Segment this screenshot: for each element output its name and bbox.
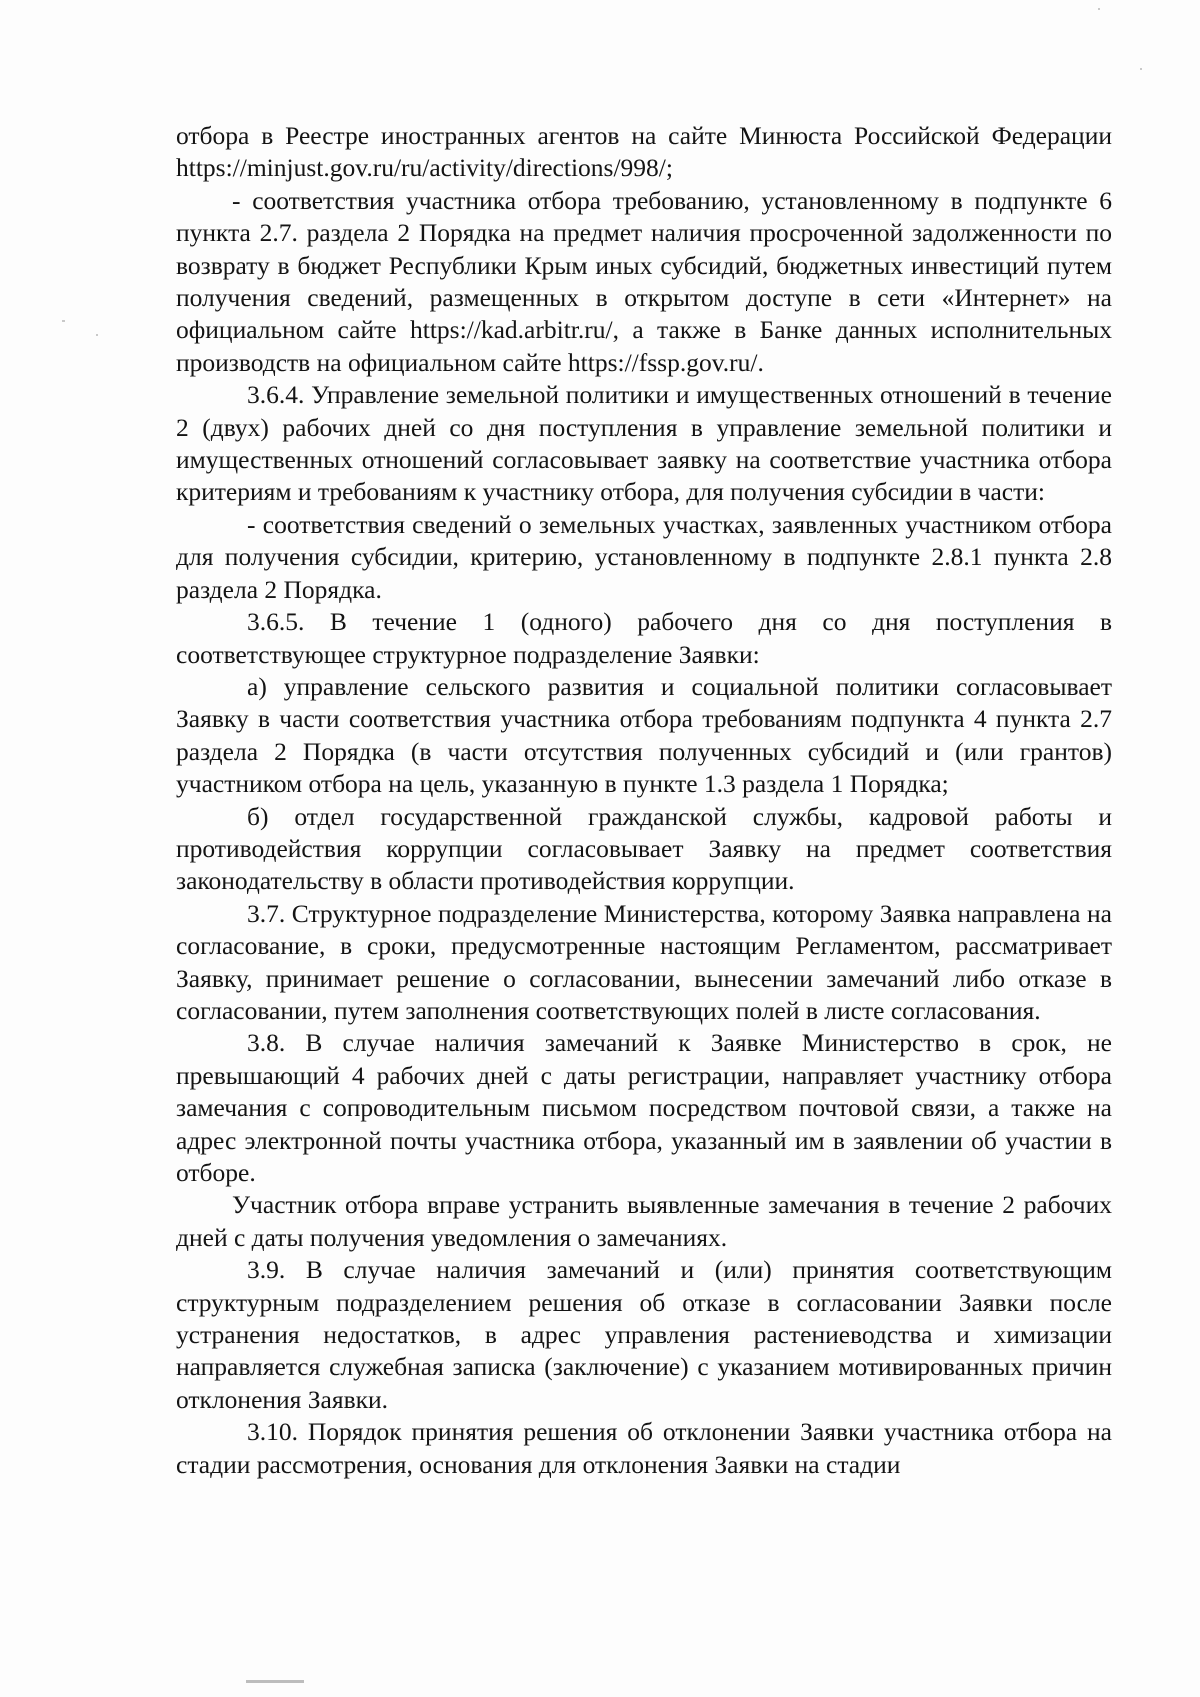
paragraph-3-7: 3.7. Структурное подразделение Министерства, которому Заявка направлена на согласование, в сроки, предусмотренные настоящим Регламентом, рассматривает Заявку, принимает решение о согласовании, вынесении замечаний либо отказе в согласовании, путем заполнения соответствующих полей в листе согласования. bbox=[176, 898, 1112, 1025]
scan-speck bbox=[96, 334, 98, 336]
scan-speck bbox=[1140, 68, 1142, 70]
document-body bbox=[176, 120, 1112, 1481]
paragraph-participant-right: Участник отбора вправе устранить выявленные замечания в течение 2 рабочих дней с даты получения уведомления о замечаниях. bbox=[176, 1190, 1112, 1252]
paragraph-foreign-agents-check: отбора в Реестре иностранных агентов на сайте Минюста Российской Федерации https://minjust.gov.ru/ru/activity/directions/998/; bbox=[176, 121, 1112, 183]
paragraph-3-6-5: 3.6.5. В течение 1 (одного) рабочего дня со дня поступления в соответствующее структурное подразделение Заявки: bbox=[176, 607, 1112, 669]
scan-speck bbox=[1098, 8, 1100, 10]
paragraph-item-a: а) управление сельского развития и социальной политики согласовывает Заявку в части соответствия участника отбора требованиям подпункта 4 пункта 2.7 раздела 2 Порядка (в части отсутствия полученных субсидий и (или грантов) участником отбора на цель, указанную в пункте 1.3 раздела 1 Порядка; bbox=[176, 671, 1112, 799]
paragraph-3-10: 3.10. Порядок принятия решения об отклонении Заявки участника отбора на стадии рассмотрения, основания для отклонения Заявки на стадии bbox=[176, 1417, 1112, 1479]
scan-speck bbox=[62, 320, 65, 322]
scan-footer-mark bbox=[246, 1680, 304, 1683]
paragraph-land-info-check: - соответствия сведений о земельных участках, заявленных участником отбора для получения субсидии, критерию, установленному в подпункте 2.8.1 пункта 2.8 раздела 2 Порядка. bbox=[176, 509, 1112, 604]
paragraph-3-9: 3.9. В случае наличия замечаний и (или) принятия соответствующим структурным подразделением решения об отказе в согласовании Заявки после устранения недостатков, в адрес управления растениеводства и химизации направляется служебная записка (заключение) с указанием мотивированных причин отклонения Заявки. bbox=[176, 1255, 1112, 1414]
paragraph-item-b: б) отдел государственной гражданской службы, кадровой работы и противодействия коррупции согласовывает Заявку на предмет соответствия законодательству в области противодействия коррупции. bbox=[176, 801, 1112, 896]
paragraph-debt-check: - соответствия участника отбора требованию, установленному в подпункте 6 пункта 2.7. раздела 2 Порядка на предмет наличия просроченной задолженности по возврату в бюджет Республики Крым иных субсидий, бюджетных инвестиций путем получения сведений, размещенных в открытом доступе в сети «Интернет» на официальном сайте https://kad.arbitr.ru/, а также в Банке данных исполнительных производств на официальном сайте https://fssp.gov.ru/. bbox=[176, 185, 1112, 377]
paragraph-3-8: 3.8. В случае наличия замечаний к Заявке Министерство в срок, не превышающий 4 рабочих дней с даты регистрации, направляет участнику отбора замечания с сопроводительным письмом посредством почтовой связи, а также на адрес электронной почты участника отбора, указанный им в заявлении об участии в отборе. bbox=[176, 1028, 1112, 1187]
paragraph-3-6-4: 3.6.4. Управление земельной политики и имущественных отношений в течение 2 (двух) рабочих дней со дня поступления в управление земельной политики и имущественных отношений согласовывает заявку на соответствие участника отбора критериям и требованиям к участнику отбора, для получения субсидии в части: bbox=[176, 380, 1112, 507]
